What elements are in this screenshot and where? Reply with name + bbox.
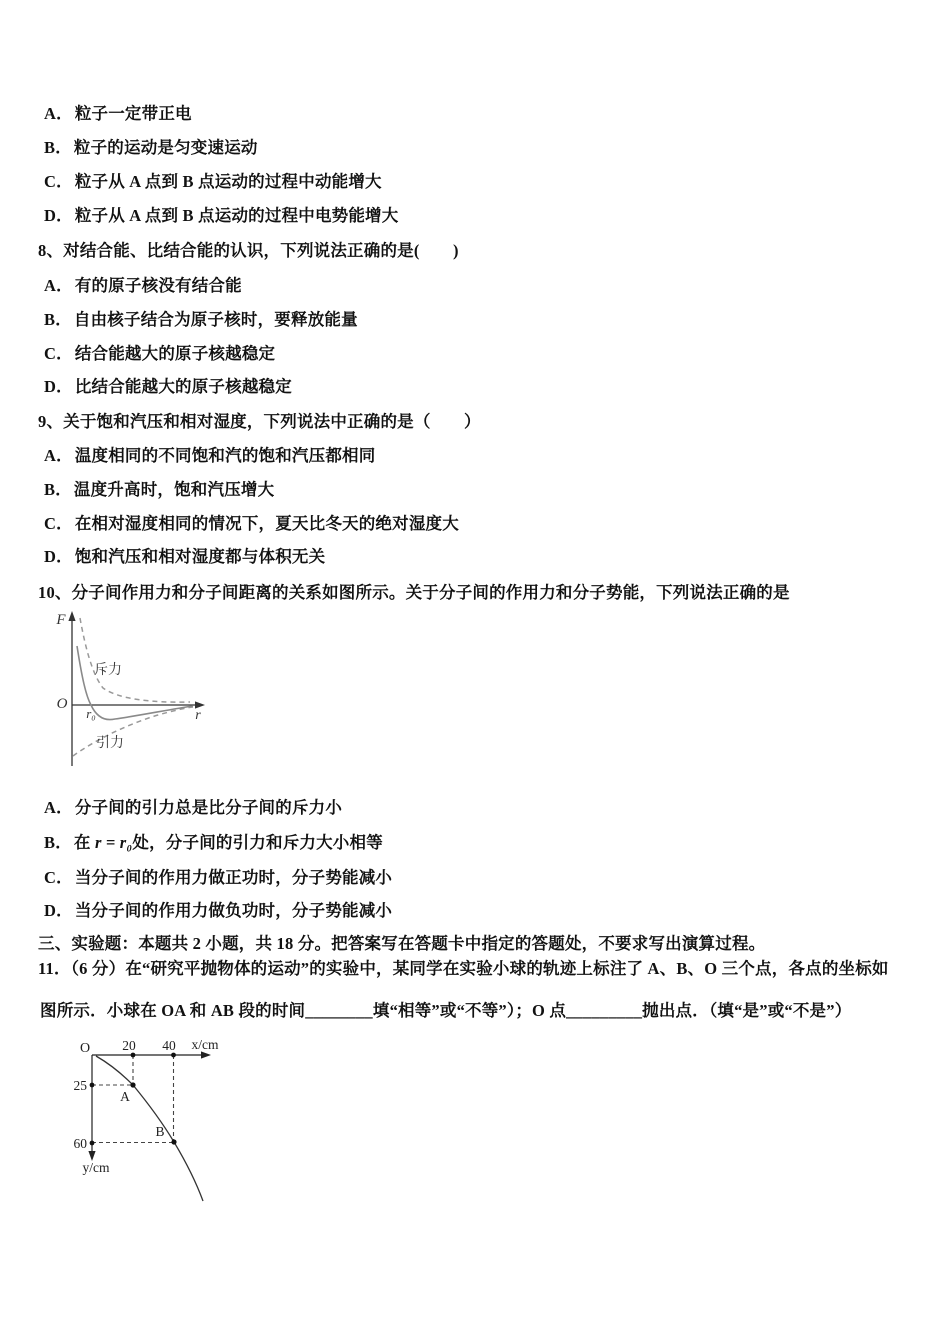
q11-text-part3: 抛出点．（填“是”或“不是”） (642, 1001, 852, 1020)
option-text-post: 处，分子间的引力和斥力大小相等 (132, 833, 383, 852)
q7-option-a (44, 97, 192, 131)
option-text: 饱和汽压和相对湿度都与体积无关 (74, 547, 326, 566)
option-text: 当分子间的作用力做负功时，分子势能减小 (74, 901, 393, 920)
q9-option-d (44, 540, 325, 574)
option-label: A． (44, 104, 73, 123)
q8-stem: 8、对结合能、比结合能的认识，下列说法正确的是( ) (38, 241, 459, 260)
option-text: 粒子从 A 点到 B 点运动的过程中动能增大 (74, 172, 382, 191)
origin-label: O (56, 696, 68, 712)
f-axis-label: F (56, 612, 66, 628)
option-text: 比结合能越大的原子核越稳定 (74, 377, 292, 396)
q8-option-b (44, 303, 358, 337)
q7-option-c (44, 165, 382, 199)
q8-option-c (44, 337, 275, 371)
answer-blank-1: ________ (305, 1001, 373, 1020)
q9-option-c (44, 507, 459, 541)
y-tick-60: 60 (73, 1136, 87, 1151)
option-text: 粒子一定带正电 (74, 104, 192, 123)
option-label: D． (44, 547, 73, 566)
repulsive-curve (80, 618, 190, 702)
q7-option-b (44, 131, 258, 165)
option-label: D． (44, 377, 73, 396)
option-label: C． (44, 868, 73, 887)
point-b-dot (171, 1139, 176, 1144)
option-text: 有的原子核没有结合能 (74, 276, 242, 295)
q11-stem-line1: 11．（6 分）在“研究平抛物体的运动”的实验中，某同学在实验小球的轨迹上标注了 A、B、O 三个点，各点的坐标如 (38, 959, 889, 978)
projectile-figure (55, 1033, 280, 1218)
option-label: C． (44, 172, 73, 191)
q9-option-a (44, 439, 375, 473)
q10-stem: 10、分子间作用力和分子间距离的关系如图所示。关于分子间的作用力和分子势能，下列说法正确的是 (38, 583, 790, 602)
option-label: B． (44, 138, 72, 157)
y-axis-label: y/cm (82, 1160, 110, 1175)
option-label: D． (44, 901, 73, 920)
tick-dot-20 (131, 1053, 136, 1058)
q11-text-part2: 填“相等”或“不等”）；O 点 (372, 1001, 567, 1020)
tick-dot-40 (171, 1053, 176, 1058)
point-a-label: A (120, 1089, 130, 1104)
option-label: C． (44, 514, 73, 533)
point-a-dot (130, 1082, 135, 1087)
q11-text-part1: 图所示．小球在 OA 和 AB 段的时间 (40, 1001, 306, 1020)
option-label: B． (44, 833, 72, 852)
attractive-curve-label: 引力 (96, 736, 124, 751)
q10-option-a (44, 791, 342, 825)
origin-label: O (79, 1041, 91, 1056)
option-label: A． (44, 446, 73, 465)
option-text: 分子间的引力总是比分子间的斥力小 (74, 798, 343, 817)
option-text: 结合能越大的原子核越稳定 (74, 344, 276, 363)
q9-stem: 9、关于饱和汽压和相对湿度，下列说法中正确的是（ ） (38, 412, 481, 431)
option-text-pre: 在 (73, 833, 95, 852)
option-text: 在相对湿度相同的情况下，夏天比冬天的绝对湿度大 (74, 514, 459, 533)
x-tick-40: 40 (162, 1038, 176, 1053)
option-label: D． (44, 206, 73, 225)
answer-blank-2: _________ (566, 1001, 643, 1020)
f-axis-arrow-icon (68, 611, 75, 621)
repulsive-curve-label: 斥力 (94, 663, 122, 678)
option-label: B． (44, 480, 72, 499)
option-text: 粒子的运动是匀变速运动 (73, 138, 258, 157)
tick-dot-25 (90, 1083, 95, 1088)
r0-tick-label: r₀ (86, 706, 96, 721)
tick-dot-60 (90, 1141, 95, 1146)
x-axis-arrow-icon (201, 1051, 211, 1058)
q11-stem-line2 (40, 994, 851, 1028)
x-axis-label: x/cm (191, 1037, 219, 1052)
option-text: 温度相同的不同饱和汽的饱和汽压都相同 (74, 446, 376, 465)
option-label: B． (44, 310, 72, 329)
option-text: 温度升高时，饱和汽压增大 (73, 480, 275, 499)
trajectory-curve (96, 1056, 203, 1201)
q10-option-d (44, 894, 392, 928)
q10-option-c (44, 861, 392, 895)
option-math: r = r₀ (94, 833, 133, 852)
q7-option-d (44, 199, 398, 233)
x-tick-20: 20 (122, 1038, 136, 1053)
option-label: C． (44, 344, 73, 363)
q10-option-b (44, 826, 383, 860)
option-label: A． (44, 276, 73, 295)
y-tick-25: 25 (73, 1078, 87, 1093)
section3-header: 三、实验题：本题共 2 小题，共 18 分。把答案写在答题卡中指定的答题处，不要求写出演算过程。 (38, 934, 766, 953)
option-text: 自由核子结合为原子核时，要释放能量 (73, 310, 358, 329)
point-b-label: B (155, 1124, 165, 1139)
molecular-force-figure (40, 608, 270, 780)
q8-option-d (44, 370, 292, 404)
option-text: 粒子从 A 点到 B 点运动的过程中电势能增大 (74, 206, 399, 225)
q9-option-b (44, 473, 274, 507)
r-axis-label: r (195, 708, 201, 723)
option-text: 当分子间的作用力做正功时，分子势能减小 (74, 868, 393, 887)
q8-option-a (44, 269, 242, 303)
option-label: A． (44, 798, 73, 817)
